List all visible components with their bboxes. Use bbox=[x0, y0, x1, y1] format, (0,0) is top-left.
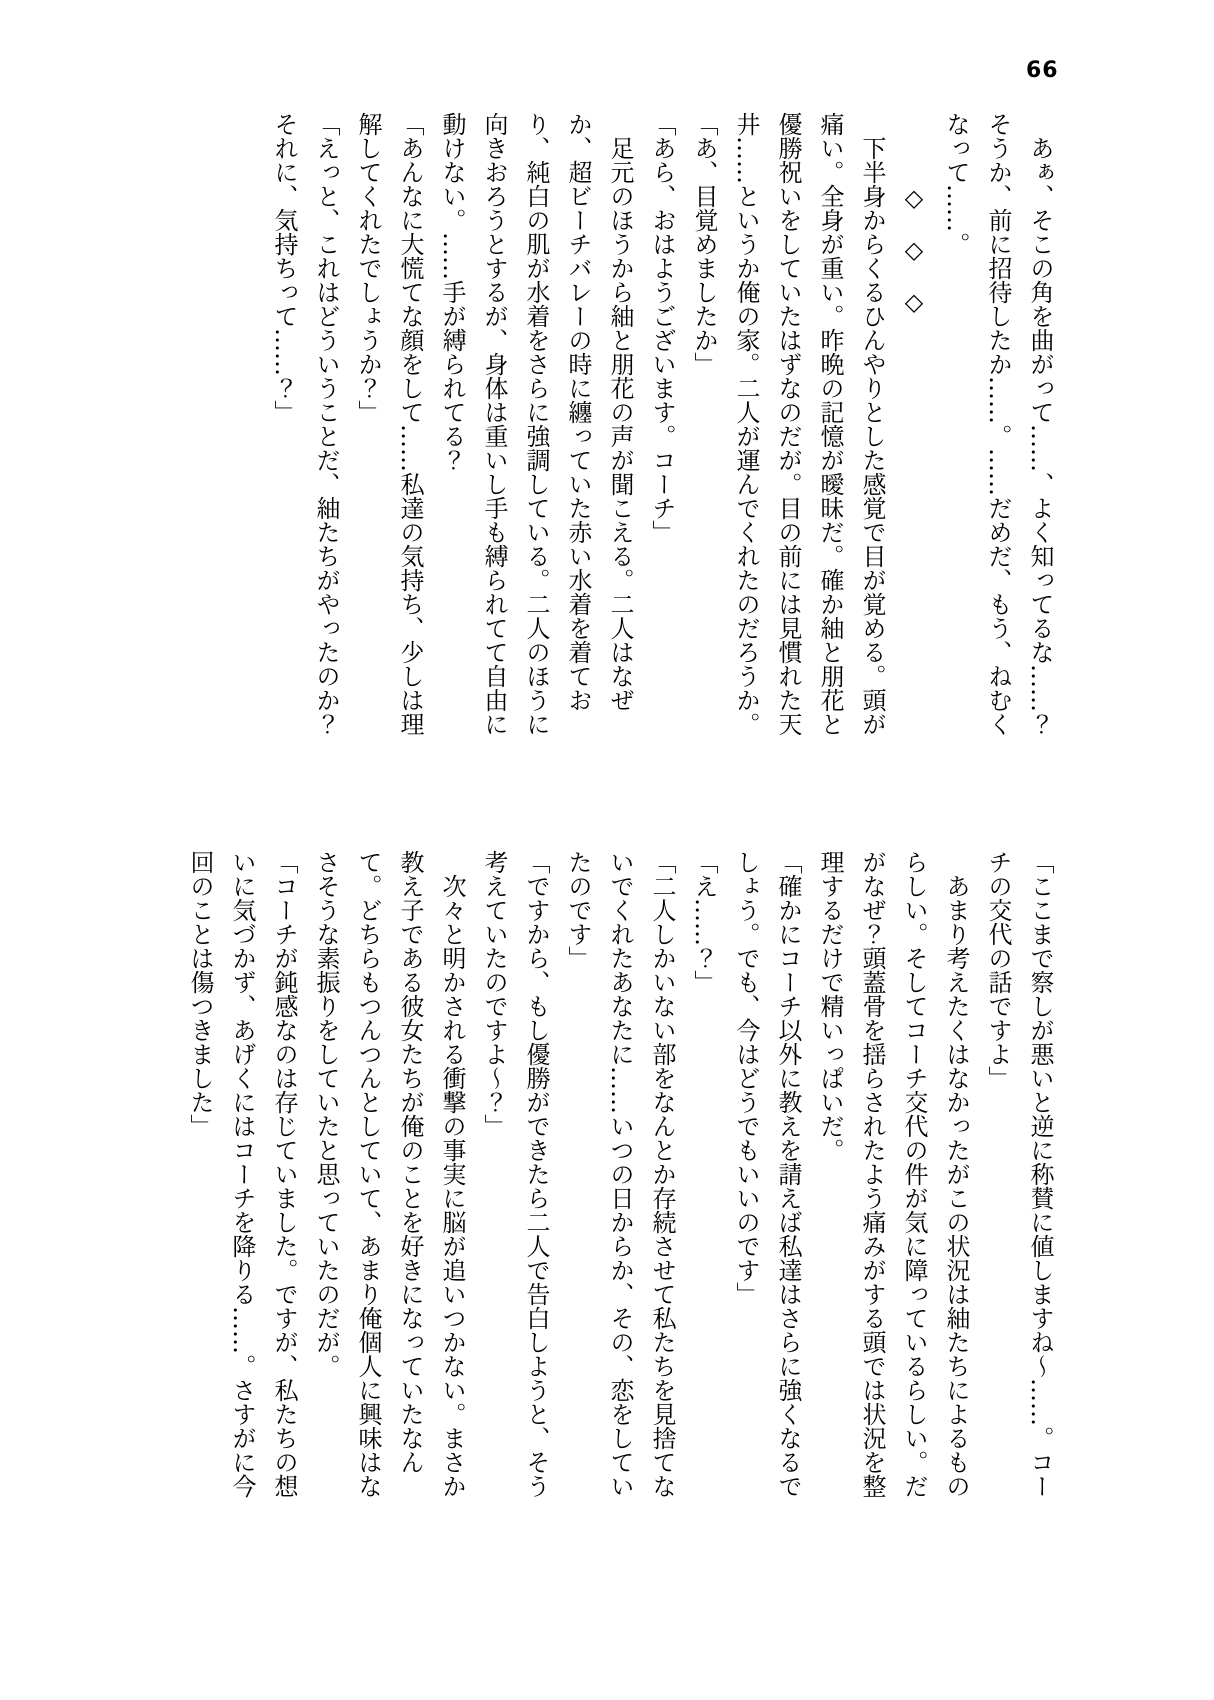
paragraph: 「あ、目覚めましたか」 bbox=[690, 112, 718, 376]
top-text-block bbox=[263, 112, 1061, 756]
paragraph: 下半身からくるひんやりとした感覚で目が覚める。頭が痛い。全身が重い。昨晩の記憶が曖昧だ。確か紬と朋花と優勝祝いをしていたはずなのだが。目の前には見慣れた天井……というか俺の家。二人が運んでくれたのだろうか。 bbox=[732, 112, 886, 736]
paragraph: 次々と明かされる衝撃の事実に脳が追いつかない。まさか教え子である彼女たちが俺のことを好きになっていたなんて。どちらもつんつんとしていて、あまり俺個人に興味はなさそうな素振りをしていたと思っていたのだが。 bbox=[312, 850, 466, 1498]
paragraph: 「二人しかいない部をなんとか存続させて私たちを見捨てないでくれたあなたに……いつの日からか、その、恋をしていたのです」 bbox=[564, 850, 676, 1498]
paragraph: 「ここまで察しが悪いと逆に称賛に値しますね～……。コーチの交代の話ですよ」 bbox=[984, 850, 1054, 1498]
paragraph: 「ですから、もし優勝ができたら二人で告白しようと、そう考えていたのですよ～？」 bbox=[480, 850, 550, 1498]
section-separator: ◇ ◇ ◇ bbox=[900, 184, 928, 316]
paragraph: 足元のほうから紬と朋花の声が聞こえる。二人はなぜか、超ビーチバレーの時に纏っていた赤い水着を着ており、純白の肌が水着をさらに強調している。二人のほうに向きおろうとするが、身体は重いし手も縛られてて自由に動けない。……手が縛られてる？ bbox=[438, 112, 634, 736]
bottom-text-block bbox=[179, 850, 1061, 1506]
paragraph: あまり考えたくはなかったがこの状況は紬たちによるものらしい。そしてコーチ交代の件が気に障っているらしい。だがなぜ？頭蓋骨を揺らされたよう痛みがする頭では状況を整理するだけで精いっぱいだ。 bbox=[816, 850, 970, 1498]
page-number: 66 bbox=[1026, 58, 1059, 83]
paragraph: あぁ、そこの角を曲がって……、よく知ってるな……？そうか、前に招待したか……。……だめだ、もう、ねむくなって……。 bbox=[942, 112, 1054, 736]
paragraph: 「あら、おはようございます。コーチ」 bbox=[648, 112, 676, 544]
paragraph: 「あんなに大慌てな顔をして……私達の気持ち、少しは理解してくれたでしょうか？」 bbox=[354, 112, 424, 736]
paragraph: 「えっと、これはどういうことだ、紬たちがやったのか？それに、気持ちって……？」 bbox=[270, 112, 340, 736]
paragraph: 「え……？」 bbox=[690, 850, 718, 994]
paragraph: 「確かにコーチ以外に教えを請えば私達はさらに強くなるでしょう。でも、今はどうでもいいのです」 bbox=[732, 850, 802, 1498]
paragraph: 「コーチが鈍感なのは存じていました。ですが、私たちの想いに気づかず、あげくにはコーチを降りる……。さすがに今回のことは傷つきました」 bbox=[186, 850, 298, 1498]
